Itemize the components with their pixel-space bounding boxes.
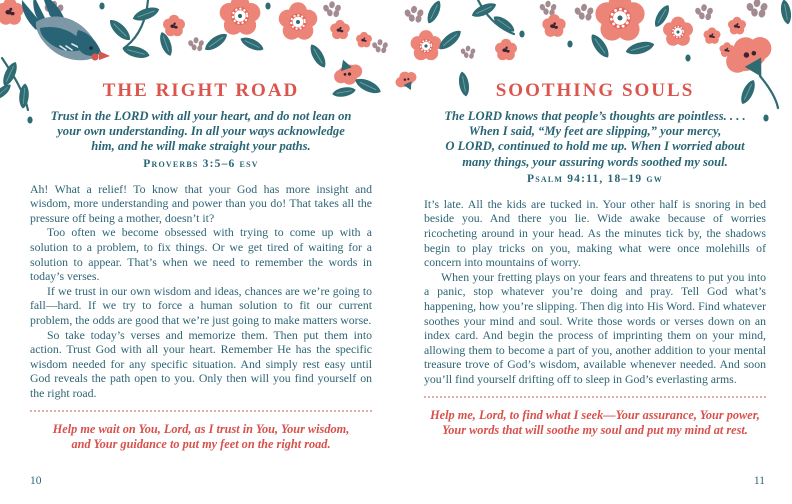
swallow-bird-illustration xyxy=(22,0,110,61)
scripture-line: The LORD knows that people’s thoughts are pointless. . . . xyxy=(444,109,746,123)
prayer-line: Help me wait on You, Lord, as I trust in You, Your wisdom, xyxy=(52,421,350,436)
left-scripture-reference: Proverbs 3:5–6 esv xyxy=(143,157,259,170)
right-page xyxy=(424,80,766,439)
left-page-title: THE RIGHT ROAD xyxy=(102,80,300,101)
scripture-line: him, and he will make straight your paths. xyxy=(91,139,311,154)
prayer-line: and Your guidance to put my feet on the right road. xyxy=(71,437,331,452)
body-paragraph: If we trust in our own wisdom and ideas, chances are we’re going to fall—hard. If we try to force a human solution to fit our current problem, the odds are good that we’re just going to make matters worse. xyxy=(30,283,372,327)
left-prayer xyxy=(30,422,372,453)
body-paragraph: So take today’s verses and memorize them. Then put them into action. Trust God with all your heart. Remember He has the specific wisdom needed for any specific situation. And simply rest easy until God reveals the path open to you. Only then will you find yourself on the right road. xyxy=(30,327,372,400)
right-page-number: 11 xyxy=(753,475,765,487)
scripture-line: your own understanding. In all your ways acknowledge xyxy=(57,124,345,139)
prayer-line: Help me, Lord, to find what I seek—Your assurance, Your power, xyxy=(430,407,760,422)
scripture-line: When I said, “My feet are slipping,” your mercy, xyxy=(468,124,722,139)
dotted-divider xyxy=(30,410,372,412)
body-paragraph: When your fretting plays on your fears and threatens to put you into a panic, stop whatever you’re doing and pray. Tell God what’s happening, how you’re slipping. Then dig into His Word. Find whatever soothes your mind and soul. Write those words or verses down on an index card. And begin the process of imprinting them on your mind, allowing them to become a part of you, another addition to your mental treasure trove of God’s wisdom, available whenever needed. And soon you’ll find yourself drifting off to sleep in God’s everlasting arms. xyxy=(424,269,766,386)
prayer-line: Your words that will soothe my soul and put my mind at rest. xyxy=(442,423,748,438)
left-page-number: 10 xyxy=(30,475,42,487)
dotted-divider xyxy=(424,396,766,398)
right-scripture-quote xyxy=(424,109,766,170)
left-scripture-quote xyxy=(30,109,372,155)
body-paragraph: It’s late. All the kids are tucked in. Your other half is snoring in bed beside you. And there you lie. Wide awake because of worries ricocheting around in your head. As the minutes tick by, the shadows begin to play tricks on you, making what were once molehills of concern into mountains of worry. xyxy=(424,196,766,270)
scripture-line: Trust in the LORD with all your heart, and do not lean on xyxy=(50,109,352,123)
right-page-title: SOOTHING SOULS xyxy=(495,80,695,101)
scripture-line: many things, your assuring words soothed my soul. xyxy=(462,154,728,169)
right-prayer xyxy=(424,408,766,439)
body-paragraph: Ah! What a relief! To know that your God has more insight and wisdom, more understanding and power than you do! That takes all the pressure off being a mother, doesn’t it? xyxy=(30,181,372,225)
scripture-line: O LORD, continued to hold me up. When I worried about xyxy=(445,139,745,154)
body-paragraph: Too often we become obsessed with trying to come up with a solution to a problem, to fix things. Or we get tired of waiting for a solution to appear. That’s when we need to remember the words in today’s verses. xyxy=(30,225,372,284)
right-scripture-reference: Psalm 94:11, 18–19 gw xyxy=(526,172,663,185)
right-body-text xyxy=(424,197,766,387)
left-page xyxy=(30,80,372,453)
left-body-text xyxy=(30,182,372,401)
